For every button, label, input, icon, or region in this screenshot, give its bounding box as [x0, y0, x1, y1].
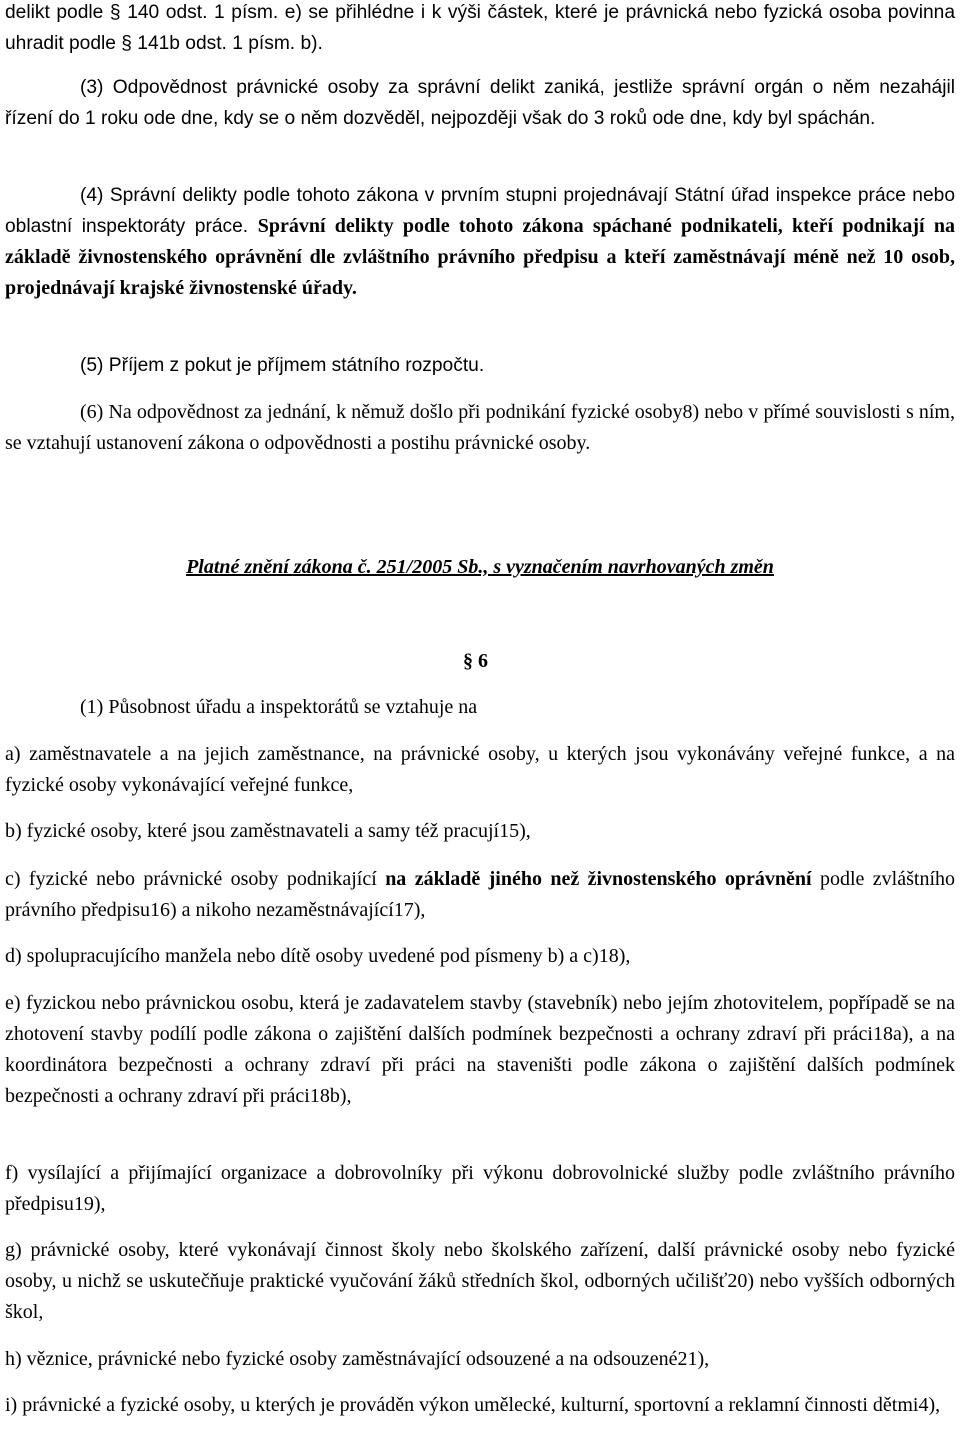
- paragraph-6: (6) Na odpovědnost za jednání, k němuž došlo při podnikání fyzické osoby8) nebo v přímé souvislosti s ním, se vztahují ustanovení zákona o odpovědnosti a postihu právnické osoby.: [5, 401, 955, 454]
- item-g: g) právnické osoby, které vykonávají činnost školy nebo školského zařízení, další právnické osoby nebo fyzické osoby, u nichž se uskutečňuje praktické vyučování žáků středních škol, odborných učilišť20) nebo vyšších odborných škol,: [5, 1239, 955, 1323]
- paragraph-5: (5) Příjem z pokut je příjmem státního rozpočtu.: [80, 355, 485, 376]
- item-b: b) fyzické osoby, které jsou zaměstnavateli a samy též pracují15),: [5, 820, 531, 842]
- section-heading: Platné znění zákona č. 251/2005 Sb., s vyznačením navrhovaných změn: [186, 556, 774, 578]
- item-c-bold-amendment: na základě jiného než živnostenského oprávnění: [385, 868, 812, 890]
- paragraph-3: (3) Odpovědnost právnické osoby za správní delikt zaniká, jestliže správní orgán o něm nezahájil řízení do 1 roku ode dne, kdy se o něm dozvěděl, nejpozději však do 3 roků ode dne, kdy byl spáchán.: [5, 77, 955, 129]
- item-i: i) právnické a fyzické osoby, u kterých je prováděn výkon umělecké, kulturní, sportovní a reklamní činnosti dětmi4),: [5, 1394, 941, 1416]
- item-e: e) fyzickou nebo právnickou osobu, která je zadavatelem stavby (stavebník) nebo jejím zhotovitelem, popřípadě se na zhotovení stavby podílí podle zákona o zajištění dalších podmínek bezpečnosti a ochrany zdraví při práci18a), a na koordinátora bezpečnosti a ochrany zdraví při práci na staveništi podle zákona o zajištění dalších podmínek bezpečnosti a ochrany zdraví při práci18b),: [5, 992, 955, 1107]
- item-h: h) věznice, právnické nebo fyzické osoby zaměstnávající odsouzené a na odsouzené21),: [5, 1348, 710, 1370]
- item-f: f) vysílající a přijímající organizace a dobrovolníky při výkonu dobrovolnické služby podle zvláštního právního předpisu19),: [5, 1162, 955, 1215]
- item-a: a) zaměstnavatele a na jejich zaměstnance, na právnické osoby, u kterých jsou vykonávány veřejné funkce, a na fyzické osoby vykonávající veřejné funkce,: [5, 743, 955, 796]
- item-d: d) spolupracujícího manžela nebo dítě osoby uvedené pod písmeny b) a c)18),: [5, 945, 631, 967]
- item-c-tail: podle zvláštního právního předpisu16) a nikoho nezaměstnávající17),: [5, 868, 956, 921]
- paragraph-4: [5, 180, 955, 304]
- paragraph-4-bold-amendment: Správní delikty podle tohoto zákona spáchané podnikateli, kteří podnikají na základě živnostenského oprávnění dle zvláštního právního předpisu a kteří zaměstnávají méně než 10 osob, projednávají krajské živnostenské úřady.: [5, 215, 955, 299]
- paragraph-intro: delikt podle § 140 odst. 1 písm. e) se přihlédne i k výši částek, které je právnická nebo fyzická osoba povinna uhradit podle § 141b odst. 1 písm. b).: [5, 2, 955, 54]
- subsection-1: (1) Působnost úřadu a inspektorátů se vztahuje na: [80, 696, 478, 718]
- item-c-text: c) fyzické nebo právnické osoby podnikající: [5, 868, 386, 890]
- section-number: § 6: [463, 650, 488, 672]
- item-c: [5, 864, 955, 926]
- paragraph-4-text: (4) Správní delikty podle tohoto zákona v prvním stupni projednávají Státní úřad inspekce práce nebo oblastní inspektoráty práce.: [5, 185, 955, 237]
